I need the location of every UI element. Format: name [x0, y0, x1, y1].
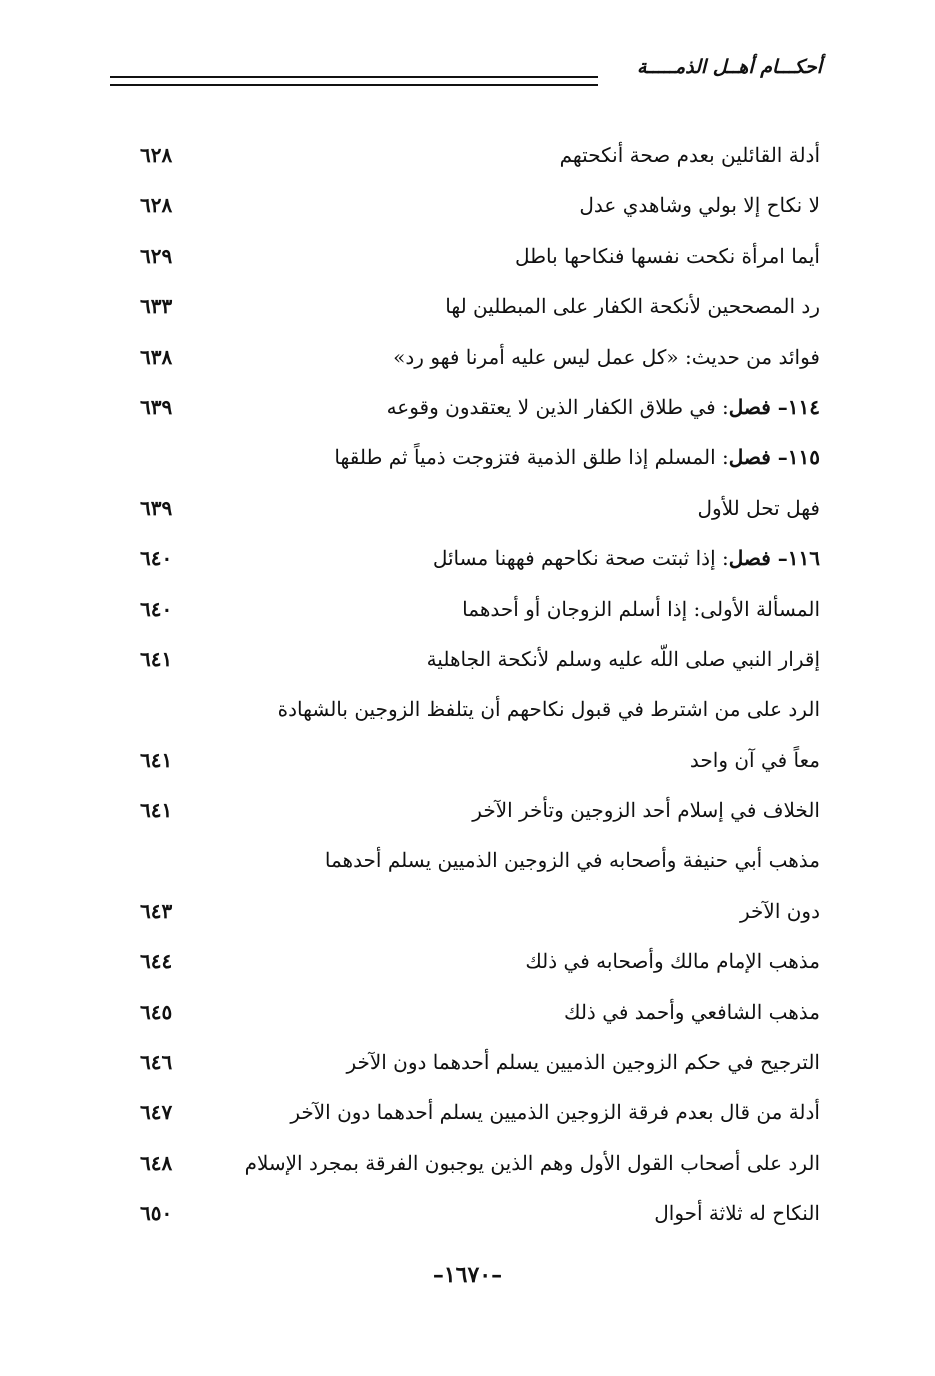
toc-entry: [120, 332, 820, 382]
toc-entry-title: معاً في آن واحد: [689, 747, 820, 772]
toc-entry-title: مذهب الإمام مالك وأصحابه في ذلك: [525, 949, 820, 974]
header-double-rule: [110, 76, 598, 86]
toc-entry-page: ٦٣٨: [140, 344, 173, 369]
toc-entry: [120, 835, 820, 885]
toc-entry: [120, 1037, 820, 1087]
toc-entry-page: ٦٤١: [140, 646, 173, 671]
toc-entry-page: ٦٤١: [140, 747, 173, 772]
toc-entry-title: فوائد من حديث: «كل عمل ليس عليه أمرنا فهو رد»: [393, 344, 820, 369]
toc-entry-title: الخلاف في إسلام أحد الزوجين وتأخر الآخر: [472, 798, 820, 823]
section-heading: : في طلاق الكفار الذين لا يعتقدون وقوعه: [386, 394, 729, 419]
toc-entry-title: مذهب أبي حنيفة وأصحابه في الزوجين الذميين يسلم أحدهما: [324, 848, 820, 873]
section-label: فصل: [728, 445, 771, 470]
toc-entry-page: ٦٤٠: [140, 596, 173, 621]
toc-entry-title: [334, 432, 820, 482]
toc-entry: [120, 231, 820, 281]
toc-entry-page: ٦٣٣: [140, 294, 173, 319]
toc-entry-page: ٦٢٨: [140, 193, 173, 218]
page-number: –١٦٧٠–: [432, 1262, 503, 1288]
section-number: ١١٥–: [770, 445, 820, 470]
toc-entry-page: ٦٢٨: [140, 143, 173, 167]
toc-entry: [120, 785, 820, 835]
toc-entry: [120, 382, 820, 432]
toc-entry-title: الرد على أصحاب القول الأول وهم الذين يوجبون الفرقة بمجرد الإسلام: [244, 1150, 820, 1175]
toc-entry: [120, 1188, 820, 1238]
book-title: أحكـــام أهــل الذمـــــة: [636, 56, 822, 78]
running-header: [110, 56, 822, 96]
section-label: فصل: [728, 546, 771, 571]
toc-entry-title: لا نكاح إلا بولي وشاهدي عدل: [579, 193, 820, 218]
section-number: ١١٦–: [770, 546, 820, 571]
toc-entry-title: أيما امرأة نكحت نفسها فنكاحها باطل: [514, 243, 820, 268]
toc-entry-title: النكاح له ثلاثة أحوال: [654, 1201, 820, 1226]
toc-entry-page: ٦٥٠: [140, 1201, 173, 1226]
toc-entry: [120, 432, 820, 482]
toc-entry-page: ٦٤٧: [140, 1100, 173, 1125]
toc-entry-page: ٦٣٩: [140, 394, 173, 419]
toc-entry-title: الترجيح في حكم الزوجين الذميين يسلم أحدهما دون الآخر: [346, 1050, 820, 1075]
toc-entry: [120, 936, 820, 986]
toc-entry-title: فهل تحل للأول: [697, 495, 820, 520]
toc-entry: [120, 684, 820, 734]
section-heading: : المسلم إذا طلق الذمية فتزوجت ذمياً ثم طلقها: [334, 445, 729, 470]
toc-entry: [120, 1087, 820, 1137]
toc-entry-page: ٦٤١: [140, 798, 173, 823]
toc-entry-title: إقرار النبي صلى اللّه عليه وسلم لأنكحة الجاهلية: [426, 646, 820, 671]
toc-entry-title: المسألة الأولى: إذا أسلم الزوجان أو أحدهما: [462, 596, 820, 621]
section-heading: : إذا ثبتت صحة نكاحهم فههنا مسائل: [432, 546, 729, 571]
toc-entry: [120, 1138, 820, 1188]
toc-entry: [120, 281, 820, 331]
toc-entry-page: ٦٣٩: [140, 495, 173, 520]
toc-entry-page: ٦٤٥: [140, 999, 173, 1024]
toc-entry: [120, 180, 820, 230]
toc-entry-title: الرد على من اشترط في قبول نكاحهم أن يتلفظ الزوجين بالشهادة: [277, 697, 820, 722]
toc-entry-title: أدلة القائلين بعدم صحة أنكحتهم: [559, 143, 820, 167]
toc-entry-page: ٦٤٦: [140, 1050, 173, 1075]
toc-entry-page: ٦٤٨: [140, 1150, 173, 1175]
toc-entry: [120, 533, 820, 583]
toc-entry-page: ٦٤٤: [140, 949, 173, 974]
toc-entry-title: مذهب الشافعي وأحمد في ذلك: [563, 999, 820, 1024]
section-number: ١١٤–: [770, 394, 820, 419]
toc-entry: [120, 735, 820, 785]
toc-entry: [120, 634, 820, 684]
toc-entry-title: دون الآخر: [740, 898, 820, 923]
toc-entry-title: أدلة من قال بعدم فرقة الزوجين الذميين يسلم أحدهما دون الآخر: [290, 1100, 820, 1125]
toc-entry-page: ٦٤٣: [140, 898, 173, 923]
toc-entry: [120, 987, 820, 1037]
toc-entry: [120, 584, 820, 634]
table-of-contents: [120, 130, 820, 1239]
toc-entry: [120, 483, 820, 533]
toc-entry-title: [387, 382, 820, 432]
section-label: فصل: [728, 394, 771, 419]
toc-entry: [120, 130, 820, 180]
toc-entry-title: رد المصححين لأنكحة الكفار على المبطلين لها: [445, 294, 820, 319]
toc-entry-title: [433, 533, 820, 583]
toc-entry-page: ٦٤٠: [140, 546, 173, 571]
toc-entry-page: ٦٢٩: [140, 243, 173, 268]
toc-entry: [120, 886, 820, 936]
